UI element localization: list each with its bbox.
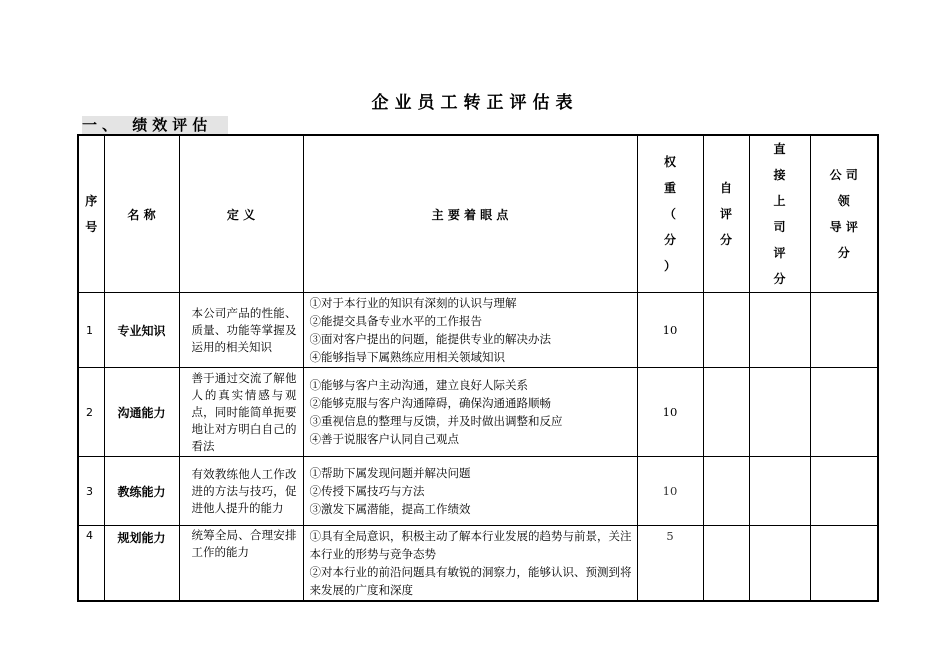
row-no: 2 <box>78 368 104 457</box>
row-points: ①能够与客户主动沟通，建立良好人际关系 ②能够克服与客户沟通障碍，确保沟通通路顺畅 ③重视信息的整理与反馈，并及时做出调整和反应 ④善于说服客户认同自己观点 <box>303 368 637 457</box>
row-weight: 10 <box>637 293 703 368</box>
row-definition: 统筹全局、合理安排工作的能力 <box>179 526 303 602</box>
header-company-score: 公 司 领 导 评 分 <box>810 135 878 293</box>
row-points: ①对于本行业的知识有深刻的认识与理解 ②能提交具备专业水平的工作报告 ③面对客户提出的问题，能提供专业的解决办法 ④能够指导下属熟练应用相关领域知识 <box>303 293 637 368</box>
table-row <box>78 526 878 602</box>
header-points: 主 要 着 眼 点 <box>303 135 637 293</box>
header-definition: 定 义 <box>179 135 303 293</box>
row-name: 专业知识 <box>104 293 179 368</box>
header-supervisor-score: 直 接 上 司 评 分 <box>749 135 810 293</box>
company-score-cell[interactable] <box>810 457 878 526</box>
company-score-cell[interactable] <box>810 526 878 602</box>
header-weight: 权 重 （ 分 ） <box>637 135 703 293</box>
self-score-cell[interactable] <box>703 526 749 602</box>
company-score-cell[interactable] <box>810 293 878 368</box>
header-self-score: 自 评 分 <box>703 135 749 293</box>
header-no: 序 号 <box>78 135 104 293</box>
supervisor-score-cell[interactable] <box>749 457 810 526</box>
row-points: ①帮助下属发现问题并解决问题 ②传授下属技巧与方法 ③激发下属潜能，提高工作绩效 <box>303 457 637 526</box>
row-no: 1 <box>78 293 104 368</box>
section-heading: 一、 绩效评估 <box>82 116 228 135</box>
self-score-cell[interactable] <box>703 457 749 526</box>
row-no: 4 <box>78 526 104 602</box>
row-no: 3 <box>78 457 104 526</box>
row-name: 规划能力 <box>104 526 179 602</box>
table-header-row <box>78 135 878 293</box>
row-weight: 10 <box>637 368 703 457</box>
supervisor-score-cell[interactable] <box>749 293 810 368</box>
row-points: ①具有全局意识，积极主动了解本行业发展的趋势与前景，关注本行业的形势与竞争态势 ②对本行业的前沿问题具有敏锐的洞察力，能够认识、预测到将来发展的广度和深度 <box>303 526 637 602</box>
company-score-cell[interactable] <box>810 368 878 457</box>
self-score-cell[interactable] <box>703 368 749 457</box>
table-row <box>78 457 878 526</box>
row-name: 沟通能力 <box>104 368 179 457</box>
row-name: 教练能力 <box>104 457 179 526</box>
page-title: 企业员工转正评估表 <box>371 93 579 113</box>
table-row <box>78 293 878 368</box>
row-definition: 本公司产品的性能、质量、功能等掌握及运用的相关知识 <box>179 293 303 368</box>
row-definition: 善于通过交流了解他人的真实情感与观点，同时能简单扼要地让对方明白自己的看法 <box>179 368 303 457</box>
evaluation-table <box>77 134 879 602</box>
row-weight: 5 <box>637 526 703 602</box>
self-score-cell[interactable] <box>703 293 749 368</box>
row-weight: 10 <box>637 457 703 526</box>
row-definition: 有效教练他人工作改进的方法与技巧，促进他人提升的能力 <box>179 457 303 526</box>
supervisor-score-cell[interactable] <box>749 526 810 602</box>
header-name: 名 称 <box>104 135 179 293</box>
supervisor-score-cell[interactable] <box>749 368 810 457</box>
table-row <box>78 368 878 457</box>
